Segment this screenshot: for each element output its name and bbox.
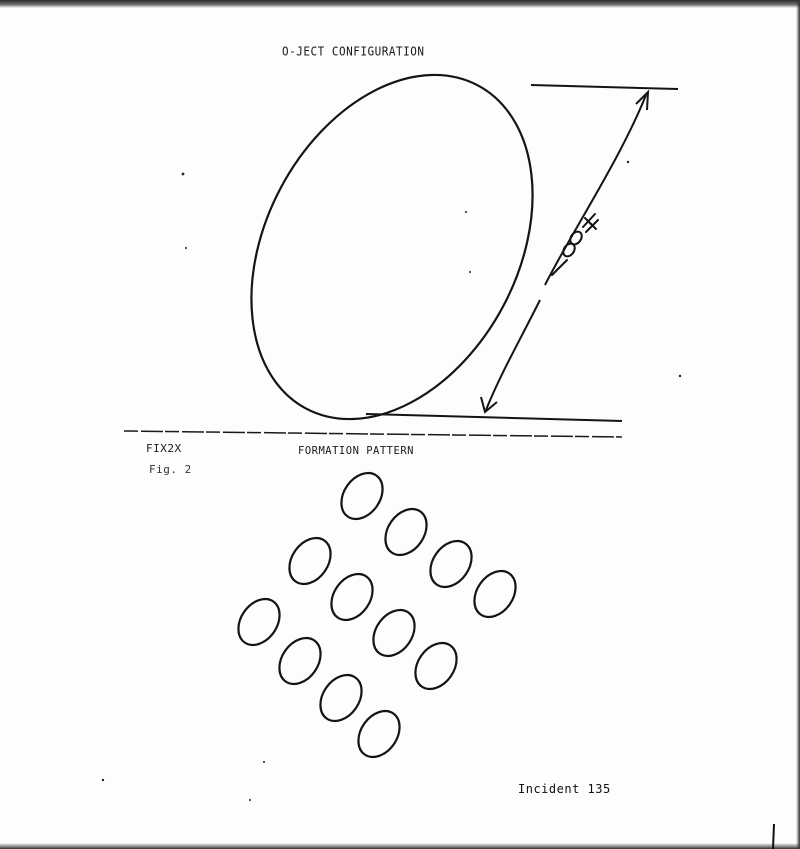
formation-oval xyxy=(333,465,391,527)
formation-oval xyxy=(230,591,288,653)
formation-oval xyxy=(377,501,435,563)
formation-oval xyxy=(281,530,339,592)
object-configuration-title: O-JECT CONFIGURATION xyxy=(282,44,425,59)
formation-oval xyxy=(312,667,370,729)
formation-oval xyxy=(407,635,465,697)
formation-oval xyxy=(350,703,408,765)
dimension-handwriting xyxy=(552,214,598,275)
formation-pattern-title: FORMATION PATTERN xyxy=(298,445,414,457)
figure-code: FIX2X xyxy=(146,442,182,455)
section-divider xyxy=(124,431,622,437)
figure-label: Fig. 2 xyxy=(149,463,192,476)
scan-mark xyxy=(773,824,774,849)
formation-oval xyxy=(422,533,480,595)
formation-oval xyxy=(271,630,329,692)
scan-specks xyxy=(102,161,681,801)
object-ellipse xyxy=(195,26,589,467)
formation-oval xyxy=(365,602,423,664)
formation-oval xyxy=(466,563,524,625)
incident-label: Incident 135 xyxy=(518,782,611,796)
formation-oval xyxy=(323,566,381,628)
formation-pattern xyxy=(230,465,524,765)
